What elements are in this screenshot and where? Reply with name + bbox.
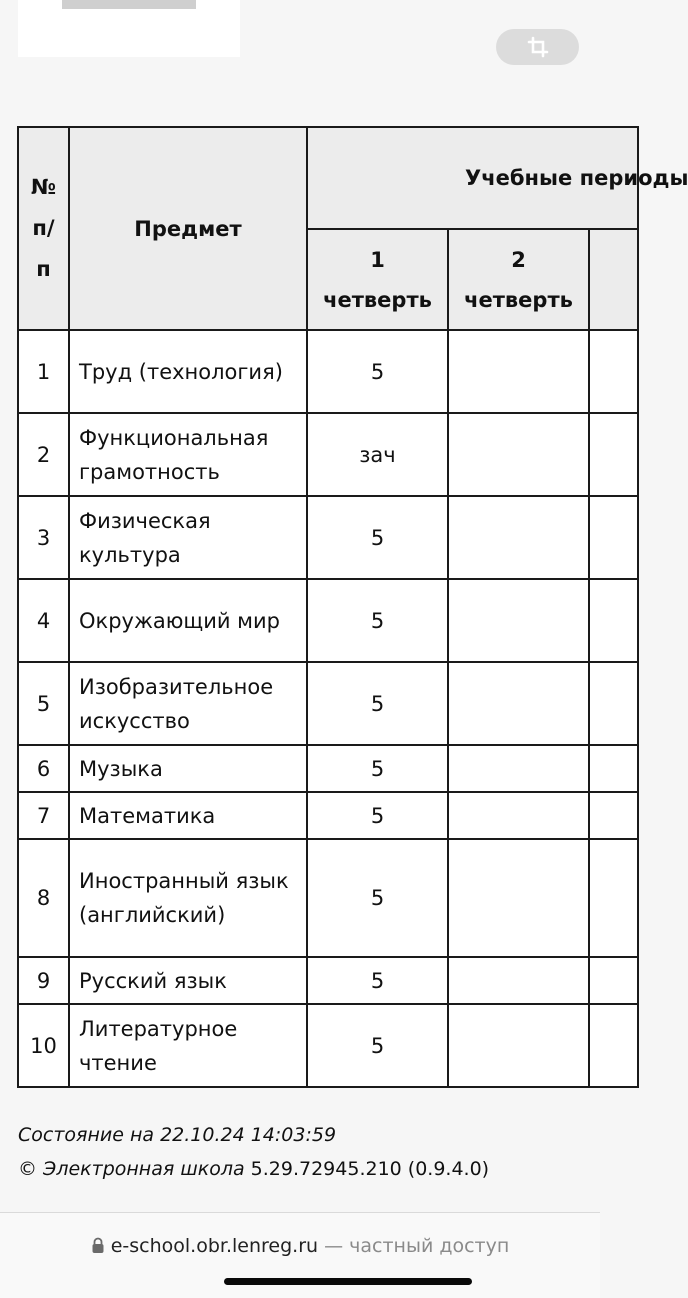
header-quarter-2-num: 2: [511, 247, 526, 272]
header-periods: Учебные периоды: [307, 127, 638, 229]
table-row: [18, 413, 638, 496]
crop-icon: [527, 36, 549, 58]
row-grade-q3: [589, 839, 638, 957]
top-card: [18, 0, 240, 57]
row-subject: Музыка: [69, 745, 307, 792]
row-grade-q3: [589, 957, 638, 1004]
row-grade-q1: 5: [307, 330, 448, 413]
row-grade-q2: [448, 413, 589, 496]
row-grade-q1: 5: [307, 579, 448, 662]
header-quarter-2-word: четверть: [464, 287, 573, 312]
row-grade-q3: [589, 413, 638, 496]
url-text[interactable]: e-school.obr.lenreg.ru: [110, 1235, 319, 1257]
row-grade-q1: 5: [307, 496, 448, 579]
browser-address-bar: [0, 1212, 600, 1298]
table-row: [18, 1004, 638, 1087]
header-quarter-2: [448, 229, 589, 330]
row-subject: Труд (технология): [69, 330, 307, 413]
header-number: [18, 127, 69, 330]
table-row: [18, 496, 638, 579]
row-number: 10: [18, 1004, 69, 1087]
table-row: [18, 662, 638, 745]
table-row: [18, 579, 638, 662]
top-card-bar: [62, 0, 196, 9]
row-grade-q3: [589, 496, 638, 579]
header-subject: Предмет: [69, 127, 307, 330]
header-quarter-1: [307, 229, 448, 330]
row-grade-q1: 5: [307, 662, 448, 745]
header-number-line3: п: [36, 257, 51, 281]
row-grade-q2: [448, 1004, 589, 1087]
row-grade-q3: [589, 1004, 638, 1087]
row-number: 7: [18, 792, 69, 839]
row-grade-q2: [448, 792, 589, 839]
header-quarter-1-num: 1: [370, 247, 385, 272]
app-version: 5.29.72945.210 (0.9.4.0): [250, 1158, 490, 1180]
table-row: [18, 957, 638, 1004]
row-subject: Окружающий мир: [69, 579, 307, 662]
row-grade-q1: 5: [307, 1004, 448, 1087]
app-name: Электронная школа: [43, 1158, 245, 1180]
lock-icon: [91, 1237, 105, 1254]
row-grade-q3: [589, 579, 638, 662]
row-subject: Литературное чтение: [69, 1004, 307, 1087]
row-number: 9: [18, 957, 69, 1004]
header-quarter-3: [589, 229, 638, 330]
row-number: 2: [18, 413, 69, 496]
app-copyright: [18, 1158, 489, 1180]
row-subject: Русский язык: [69, 957, 307, 1004]
row-grade-q1: зач: [307, 413, 448, 496]
row-number: 1: [18, 330, 69, 413]
row-subject: Физическая культура: [69, 496, 307, 579]
row-grade-q3: [589, 330, 638, 413]
row-grade-q1: 5: [307, 745, 448, 792]
status-timestamp: Состояние на 22.10.24 14:03:59: [18, 1124, 337, 1146]
row-grade-q3: [589, 792, 638, 839]
row-grade-q2: [448, 496, 589, 579]
row-subject: Функциональная грамотность: [69, 413, 307, 496]
crop-button[interactable]: [496, 29, 579, 65]
row-subject: Изобразительное искусство: [69, 662, 307, 745]
row-number: 8: [18, 839, 69, 957]
row-grade-q1: 5: [307, 957, 448, 1004]
row-grade-q3: [589, 745, 638, 792]
home-indicator[interactable]: [224, 1278, 472, 1285]
header-quarter-1-word: четверть: [323, 287, 432, 312]
row-grade-q2: [448, 330, 589, 413]
header-number-line1: №: [30, 175, 57, 199]
copyright-symbol: ©: [18, 1158, 37, 1180]
row-grade-q2: [448, 662, 589, 745]
grades-table: [17, 126, 688, 1088]
row-grade-q1: 5: [307, 792, 448, 839]
table-row: [18, 330, 638, 413]
header-number-line2: п/: [32, 216, 55, 240]
url-row[interactable]: [0, 1235, 600, 1257]
row-number: 3: [18, 496, 69, 579]
row-number: 6: [18, 745, 69, 792]
row-grade-q2: [448, 839, 589, 957]
row-number: 5: [18, 662, 69, 745]
row-grade-q1: 5: [307, 839, 448, 957]
row-subject: Математика: [69, 792, 307, 839]
privacy-label: — частный доступ: [324, 1235, 510, 1257]
row-grade-q2: [448, 745, 589, 792]
row-grade-q2: [448, 579, 589, 662]
row-grade-q2: [448, 957, 589, 1004]
table-row: [18, 792, 638, 839]
table-row: [18, 745, 638, 792]
row-subject: Иностранный язык (английский): [69, 839, 307, 957]
row-grade-q3: [589, 662, 638, 745]
row-number: 4: [18, 579, 69, 662]
table-row: [18, 839, 638, 957]
